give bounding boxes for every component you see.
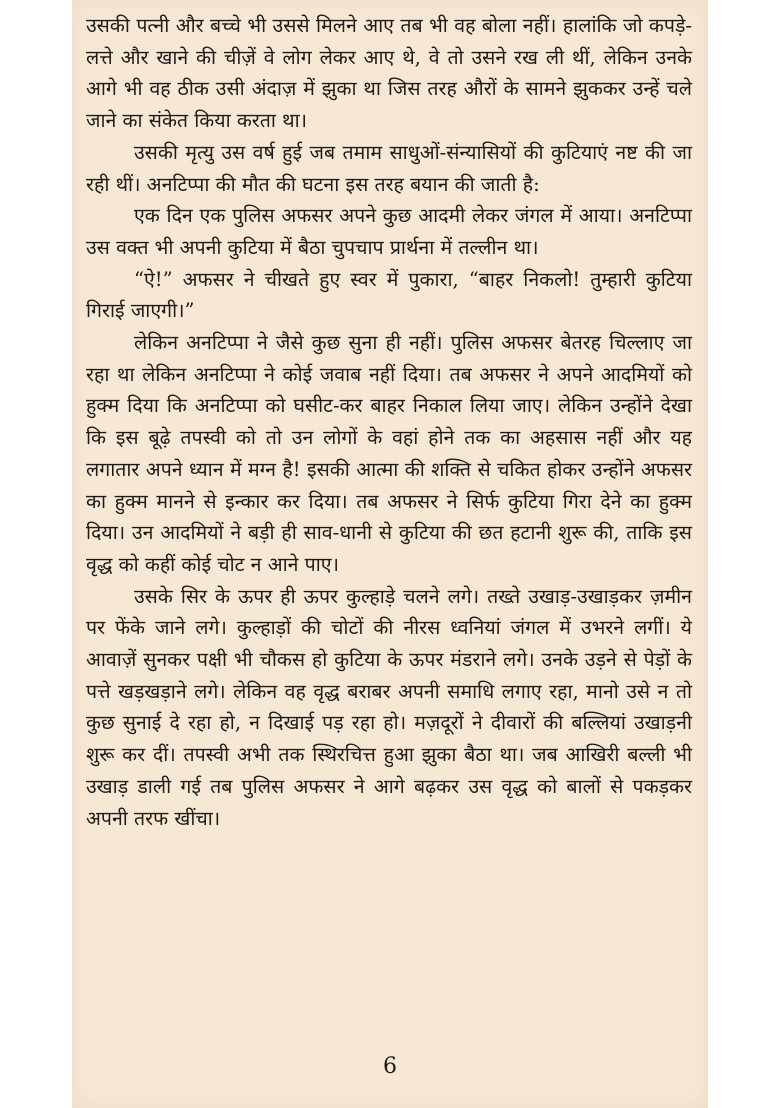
page-number: 6 xyxy=(383,1054,397,1079)
book-page xyxy=(72,0,708,1108)
paragraph-4: “ऐ!” अफसर ने चीखते हुए स्वर में पुकारा, “बाहर निकलो! तुम्हारी कुटिया गिराई जाएगी।” xyxy=(86,267,692,323)
paragraph-5: लेकिन अनटिप्पा ने जैसे कुछ सुना ही नहीं। पुलिस अफसर बेतरह चिल्लाए जा रहा था लेकिन अनटिप्पा ने कोई जवाब नहीं दिया। तब अफसर ने अपने आदमियों को हुक्म दिया कि अनटिप्पा को घसीट-कर बाहर निकाल लिया जाए। लेकिन उन्होंने देखा कि इस बूढ़े तपस्वी को तो उन लोगों के वहां होने तक का अहसास नहीं और यह लगातार अपने ध्यान में मग्न है! इसकी आत्मा की शक्ति से चकित होकर उन्होंने अफसर का हुक्म मानने से इन्कार कर दिया। तब अफसर ने सिर्फ कुटिया गिरा देने का हुक्म दिया। उन आदमियों ने बड़ी ही साव-धानी से कुटिया की छत हटानी शुरू की, ताकि इस वृद्ध को कहीं कोई चोट न आने पाए। xyxy=(86,331,692,576)
body-text xyxy=(86,10,692,834)
paragraph-2: उसकी मृत्यु उस वर्ष हुई जब तमाम साधुओं-संन्यासियों की कुटियाएं नष्ट की जा रही थीं। अनटिप्पा की मौत की घटना इस तरह बयान की जाती है: xyxy=(86,140,692,196)
paragraph-3: एक दिन एक पुलिस अफसर अपने कुछ आदमी लेकर जंगल में आया। अनटिप्पा उस वक्त भी अपनी कुटिया में बैठा चुपचाप प्रार्थना में तल्लीन था। xyxy=(86,204,692,259)
paragraph-6: उसके सिर के ऊपर ही ऊपर कुल्हाड़े चलने लगे। तख्ते उखाड़-उखाड़कर ज़मीन पर फेंके जाने लगे। कुल्हाड़ों की चोटों की नीरस ध्वनियां जंगल में उभरने लगीं। ये आवाज़ें सुनकर पक्षी भी चौकस हो कुटिया के ऊपर मंडराने लगे। उनके उड़ने से पेड़ों के पत्ते खड़खड़ाने लगे। लेकिन वह वृद्ध बराबर अपनी समाधि लगाए रहा, मानो उसे न तो कुछ सुनाई दे रहा हो, न दिखाई पड़ रहा हो। मज़दूरों ने दीवारों की बल्लियां उखाड़नी शुरू कर दीं। तपस्वी अभी तक स्थिरचित्त हुआ झुका बैठा था। जब आखिरी बल्ली भी उखाड़ डाली गई तब पुलिस अफसर ने आगे बढ़कर उस वृद्ध को बालों से पकड़कर अपनी तरफ खींचा। xyxy=(86,584,692,830)
paragraph-1: उसकी पत्नी और बच्चे भी उससे मिलने आए तब भी वह बोला नहीं। हालांकि जो कपड़े-लत्ते और खाने की चीज़ें वे लोग लेकर आए थे, वे तो उसने रख ली थीं, लेकिन उनके आगे भी वह ठीक उसी अंदाज़ में झुका था जिस तरह औरों के सामने झुककर उन्हें चले जाने का संकेत किया करता था। xyxy=(86,14,692,133)
